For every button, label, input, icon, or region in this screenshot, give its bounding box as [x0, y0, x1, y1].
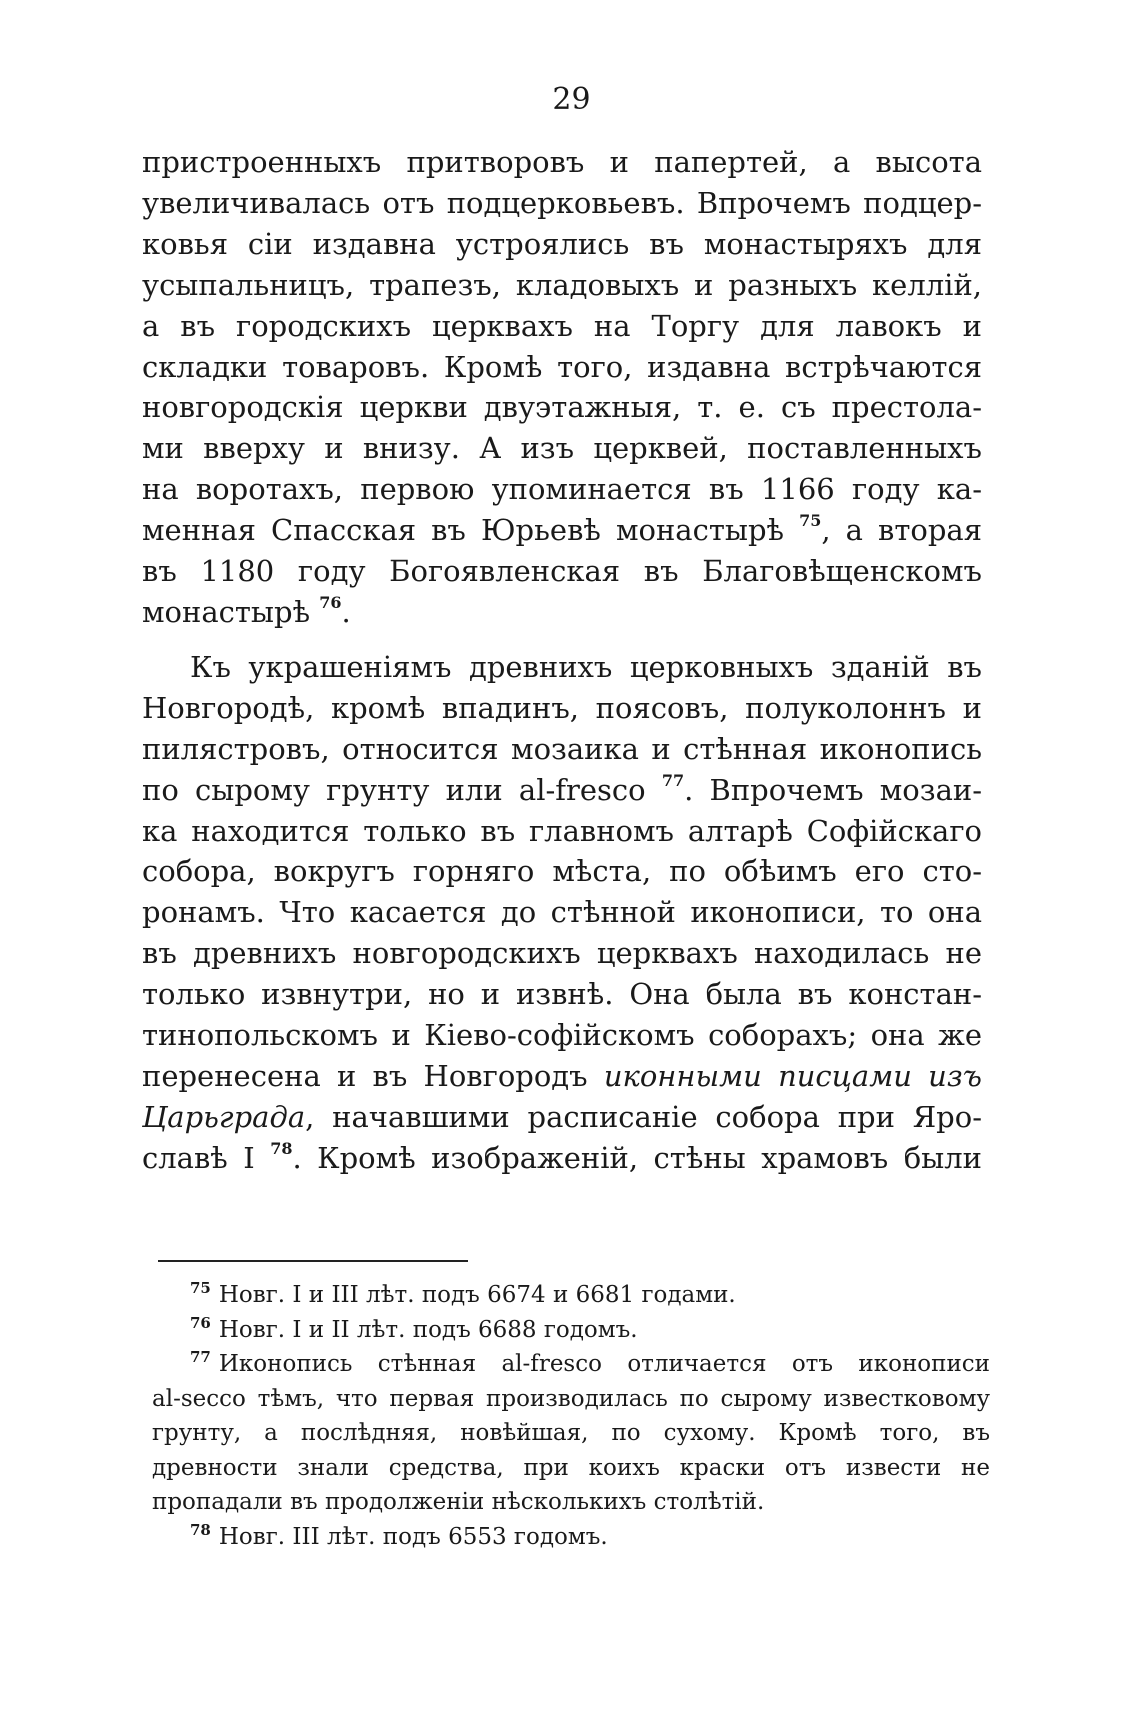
- text-line: усыпальницъ, трапезъ, кладовыхъ и разныхъ келлій,: [142, 267, 982, 302]
- footnote-line: грунту, а послѣдняя, новѣйшая, по сухому. Кромѣ того, въ: [152, 1420, 990, 1446]
- footnote-ref[interactable]: 77: [661, 770, 685, 790]
- text-line: Къ украшеніямъ древнихъ церковныхъ зданій въ: [190, 649, 982, 684]
- footnote-line: древности знали средства, при коихъ краски отъ извести не: [152, 1454, 990, 1481]
- footnote-number: 77: [190, 1348, 211, 1366]
- footnote-number: 78: [190, 1520, 211, 1539]
- text-line: въ древнихъ новгородскихъ церквахъ находилась не: [142, 936, 982, 971]
- footnote-line: [152, 1520, 990, 1555]
- footnote-line: пропадали въ продолженіи нѣсколькихъ столѣтій.: [152, 1489, 765, 1515]
- text-segment: , начавшими расписаніе собора при Яро-: [305, 1099, 982, 1134]
- text-segment: .: [341, 594, 351, 629]
- text-segment: перенесена и въ Новгородъ: [142, 1058, 604, 1093]
- text-segment: монастырѣ: [142, 594, 311, 629]
- footnote-text: Новг. III лѣт. подъ 6553 годомъ.: [218, 1523, 608, 1550]
- footnote-text: Иконопись стѣнная al-fresco отличается отъ иконописи: [218, 1351, 990, 1377]
- footnote: [152, 1313, 990, 1348]
- footnote-line: [152, 1278, 990, 1313]
- text-line: новгородскія церкви двуэтажныя, т. е. съ престола-: [142, 390, 982, 425]
- italic-text: Царьграда: [142, 1099, 306, 1134]
- text-line: складки товаровъ. Кромѣ того, издавна встрѣчаются: [142, 349, 982, 384]
- footnote-line: al-secco тѣмъ, что первая производилась по сырому известковому: [152, 1385, 990, 1412]
- paragraph: [142, 142, 982, 633]
- footnote-ref[interactable]: 76: [319, 592, 342, 612]
- text-line: на воротахъ, первою упоминается въ 1166 году ка-: [142, 472, 982, 507]
- footnote: [152, 1520, 990, 1555]
- text-line: а въ городскихъ церквахъ на Торгу для лавокъ и: [142, 308, 982, 343]
- text-segment: . Впрочемъ мозаи-: [684, 772, 982, 807]
- paragraph: [142, 647, 982, 1179]
- text-line: Новгородѣ, кромѣ впадинъ, поясовъ, полуколоннъ и: [142, 690, 982, 725]
- text-line: [142, 770, 982, 811]
- text-line: ка находится только въ главномъ алтарѣ Софійскаго: [142, 813, 982, 848]
- footnote: [152, 1278, 990, 1313]
- text-segment: , а вторая: [821, 513, 982, 548]
- text-line: ронамъ. Что касается до стѣнной иконописи, то она: [142, 895, 982, 930]
- text-line: [142, 510, 982, 551]
- footnote-ref[interactable]: 75: [799, 511, 822, 531]
- text-line: пилястровъ, относится мозаика и стѣнная иконопись: [142, 731, 982, 766]
- text-line: въ 1180 году Богоявленская въ Благовѣщенскомъ: [142, 554, 982, 589]
- footnote-text: Новг. I и II лѣт. подъ 6688 годомъ.: [218, 1316, 638, 1343]
- footnote-text: Новг. I и III лѣт. подъ 6674 и 6681 годами.: [218, 1282, 736, 1308]
- text-line: [142, 1138, 982, 1179]
- text-line: [142, 592, 982, 633]
- text-segment: славѣ I: [142, 1140, 255, 1175]
- footnote: [152, 1347, 990, 1520]
- footnotes: [152, 1278, 990, 1554]
- text-line: собора, вокругъ горняго мѣста, по обѣимъ его сто-: [142, 854, 982, 889]
- text-line: тинопольскомъ и Кіево-софійскомъ соборахъ; она же: [142, 1018, 982, 1053]
- footnote-divider: [158, 1260, 468, 1262]
- text-segment: . Кромѣ изображеній, стѣны храмовъ были: [292, 1140, 982, 1175]
- footnote-line: [152, 1313, 990, 1348]
- italic-text: иконными писцами изъ: [603, 1058, 982, 1093]
- text-line: пристроенныхъ притворовъ и папертей, а высота: [142, 145, 982, 179]
- text-line: [142, 1097, 982, 1138]
- page-number: 29: [552, 82, 591, 117]
- text-line: увеличивалась отъ подцерковьевъ. Впрочемъ подцер-: [142, 185, 982, 220]
- footnote-line: [152, 1347, 990, 1382]
- footnote-number: 75: [190, 1279, 211, 1297]
- footnote-ref[interactable]: 78: [270, 1138, 293, 1158]
- text-segment: менная Спасская въ Юрьевѣ монастырѣ: [142, 513, 785, 548]
- footnote-number: 76: [190, 1313, 211, 1332]
- text-line: только извнутри, но и извнѣ. Она была въ констан-: [142, 977, 982, 1012]
- main-text: [142, 142, 982, 1179]
- text-line: ковья сіи издавна устроялись въ монастыряхъ для: [142, 226, 982, 261]
- text-line: ми вверху и внизу. А изъ церквей, поставленныхъ: [142, 431, 982, 466]
- text-line: [142, 1056, 982, 1097]
- text-segment: по сырому грунту или al-fresco: [142, 772, 646, 807]
